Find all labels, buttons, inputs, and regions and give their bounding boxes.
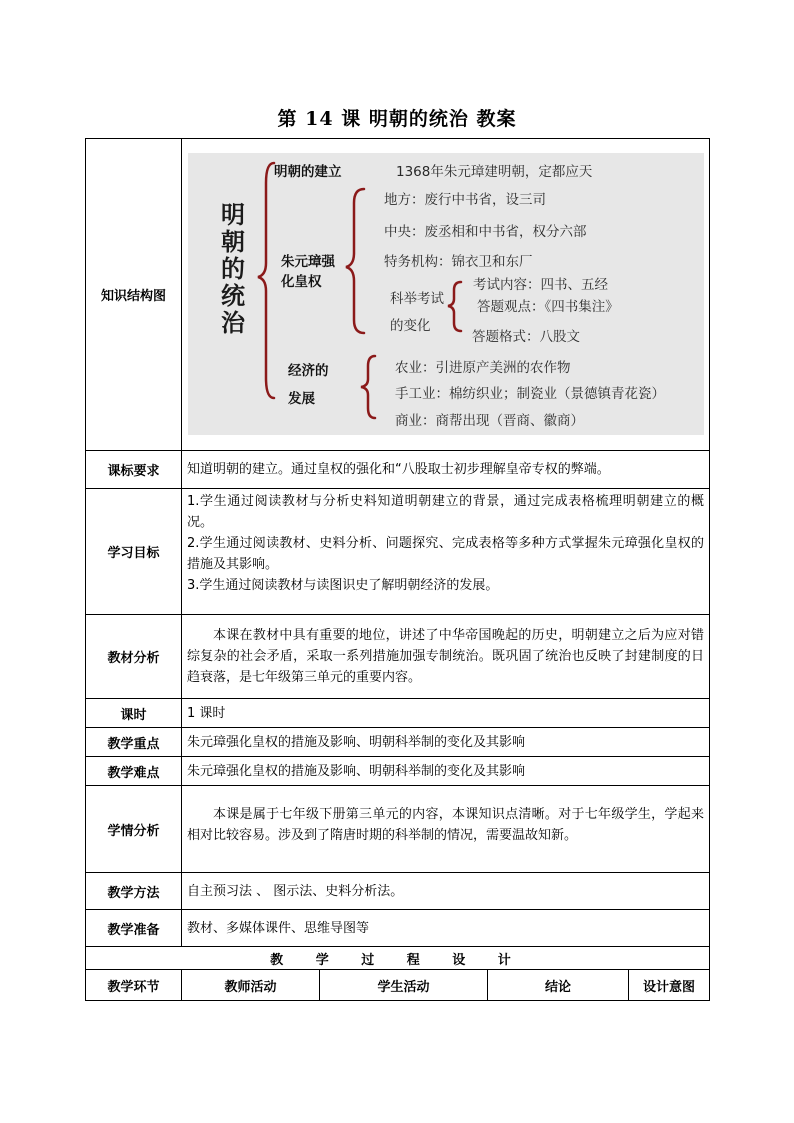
power-item-secret: 特务机构：锦衣卫和东厂 (384, 254, 533, 270)
power-item-central: 中央：废丞相和中书省，权分六部 (384, 224, 587, 240)
process-design-title: 教 学 过 程 设 计 (86, 947, 710, 970)
difficulties-label: 教学难点 (86, 757, 182, 786)
column-header-teacher: 教师活动 (182, 970, 320, 1001)
analysis-label: 教材分析 (86, 615, 182, 699)
branch-founding-text: 1368年朱元璋建明朝，定都应天 (396, 164, 593, 180)
row-process-header (86, 970, 710, 1001)
methods-label: 教学方法 (86, 873, 182, 910)
row-difficulties (86, 757, 710, 786)
economy-item-commerce: 商业：商帮出现（晋商、徽商） (395, 413, 584, 429)
row-process-title (86, 947, 710, 970)
mind-map-root: 明 朝 的 统 治 (221, 200, 245, 337)
economy-brace (361, 356, 375, 418)
period-label: 课时 (86, 699, 182, 728)
column-header-student: 学生活动 (320, 970, 488, 1001)
lesson-plan-table (85, 138, 710, 1001)
power-brace (346, 189, 364, 333)
column-header-conclusion: 结论 (488, 970, 629, 1001)
branch-power-label-line2: 化皇权 (281, 274, 322, 290)
exam-item-content: 考试内容：四书、五经 (473, 277, 608, 293)
exam-label-line1: 科举考试 (390, 291, 444, 307)
row-student-analysis (86, 786, 710, 873)
exam-label-line2: 的变化 (390, 318, 431, 334)
row-period (86, 699, 710, 728)
knowledge-mind-map (188, 153, 704, 435)
student-analysis-text: 本课是属于七年级下册第三单元的内容，本课知识点清晰。对于七年级学生，学起来相对比较容易。涉及到了隋唐时期的科举制的情况，需要温故知新。 (182, 786, 710, 873)
analysis-text: 本课在教材中具有重要的地位，讲述了中华帝国晚起的历史，明朝建立之后为应对错综复杂的社会矛盾，采取一系列措施加强专制统治。既巩固了统治也反映了封建制度的日趋衰落，是七年级第三单元的重要内容。 (182, 615, 710, 699)
row-goals (86, 489, 710, 615)
goal-item-3: 3.学生通过阅读教材与读图识史了解明朝经济的发展。 (187, 578, 499, 593)
branch-economy-label-line1: 经济的 (288, 363, 329, 379)
row-structure (86, 139, 710, 451)
standard-text: 知道明朝的建立。通过皇权的强化和“八股取士初步理解皇帝专权的弊端。 (182, 451, 710, 489)
exam-brace (448, 282, 461, 331)
column-header-stage: 教学环节 (86, 970, 182, 1001)
student-analysis-label: 学情分析 (86, 786, 182, 873)
economy-item-agriculture: 农业：引进原产美洲的农作物 (395, 360, 571, 376)
methods-text: 自主预习法 、 图示法、史料分析法。 (182, 873, 710, 910)
document-title: 第 14 课 明朝的统治 教案 (277, 108, 517, 130)
economy-item-handicraft: 手工业：棉纺织业；制瓷业（景德镇青花瓷） (395, 386, 665, 402)
row-preparation (86, 910, 710, 947)
standard-label: 课标要求 (86, 451, 182, 489)
preparation-text: 教材、多媒体课件、思维导图等 (182, 910, 710, 947)
preparation-label: 教学准备 (86, 910, 182, 947)
branch-power-label-line1: 朱元璋强 (281, 254, 335, 270)
root-brace (258, 163, 274, 398)
period-text: 1 课时 (182, 699, 710, 728)
row-standard (86, 451, 710, 489)
branch-economy-label-line2: 发展 (288, 391, 315, 407)
column-header-intent: 设计意图 (629, 970, 710, 1001)
exam-item-viewpoint: 答题观点：《四书集注》 (477, 299, 619, 315)
structure-label: 知识结构图 (86, 139, 182, 451)
row-key-points (86, 728, 710, 757)
row-analysis (86, 615, 710, 699)
branch-founding-label: 明朝的建立 (274, 164, 342, 180)
difficulties-text: 朱元璋强化皇权的措施及影响、明朝科举制的变化及其影响 (182, 757, 710, 786)
goal-item-1: 1.学生通过阅读教材与分析史料知道明朝建立的背景，通过完成表格梳理明朝建立的概况。 (187, 494, 704, 530)
goals-label: 学习目标 (86, 489, 182, 615)
row-methods (86, 873, 710, 910)
power-item-local: 地方：废行中书省，设三司 (384, 192, 546, 208)
key-points-text: 朱元璋强化皇权的措施及影响、明朝科举制的变化及其影响 (182, 728, 710, 757)
goal-item-2: 2.学生通过阅读教材、史料分析、问题探究、完成表格等多种方式掌握朱元璋强化皇权的措施及其影响。 (187, 536, 704, 572)
exam-item-format: 答题格式：八股文 (472, 329, 580, 345)
key-points-label: 教学重点 (86, 728, 182, 757)
